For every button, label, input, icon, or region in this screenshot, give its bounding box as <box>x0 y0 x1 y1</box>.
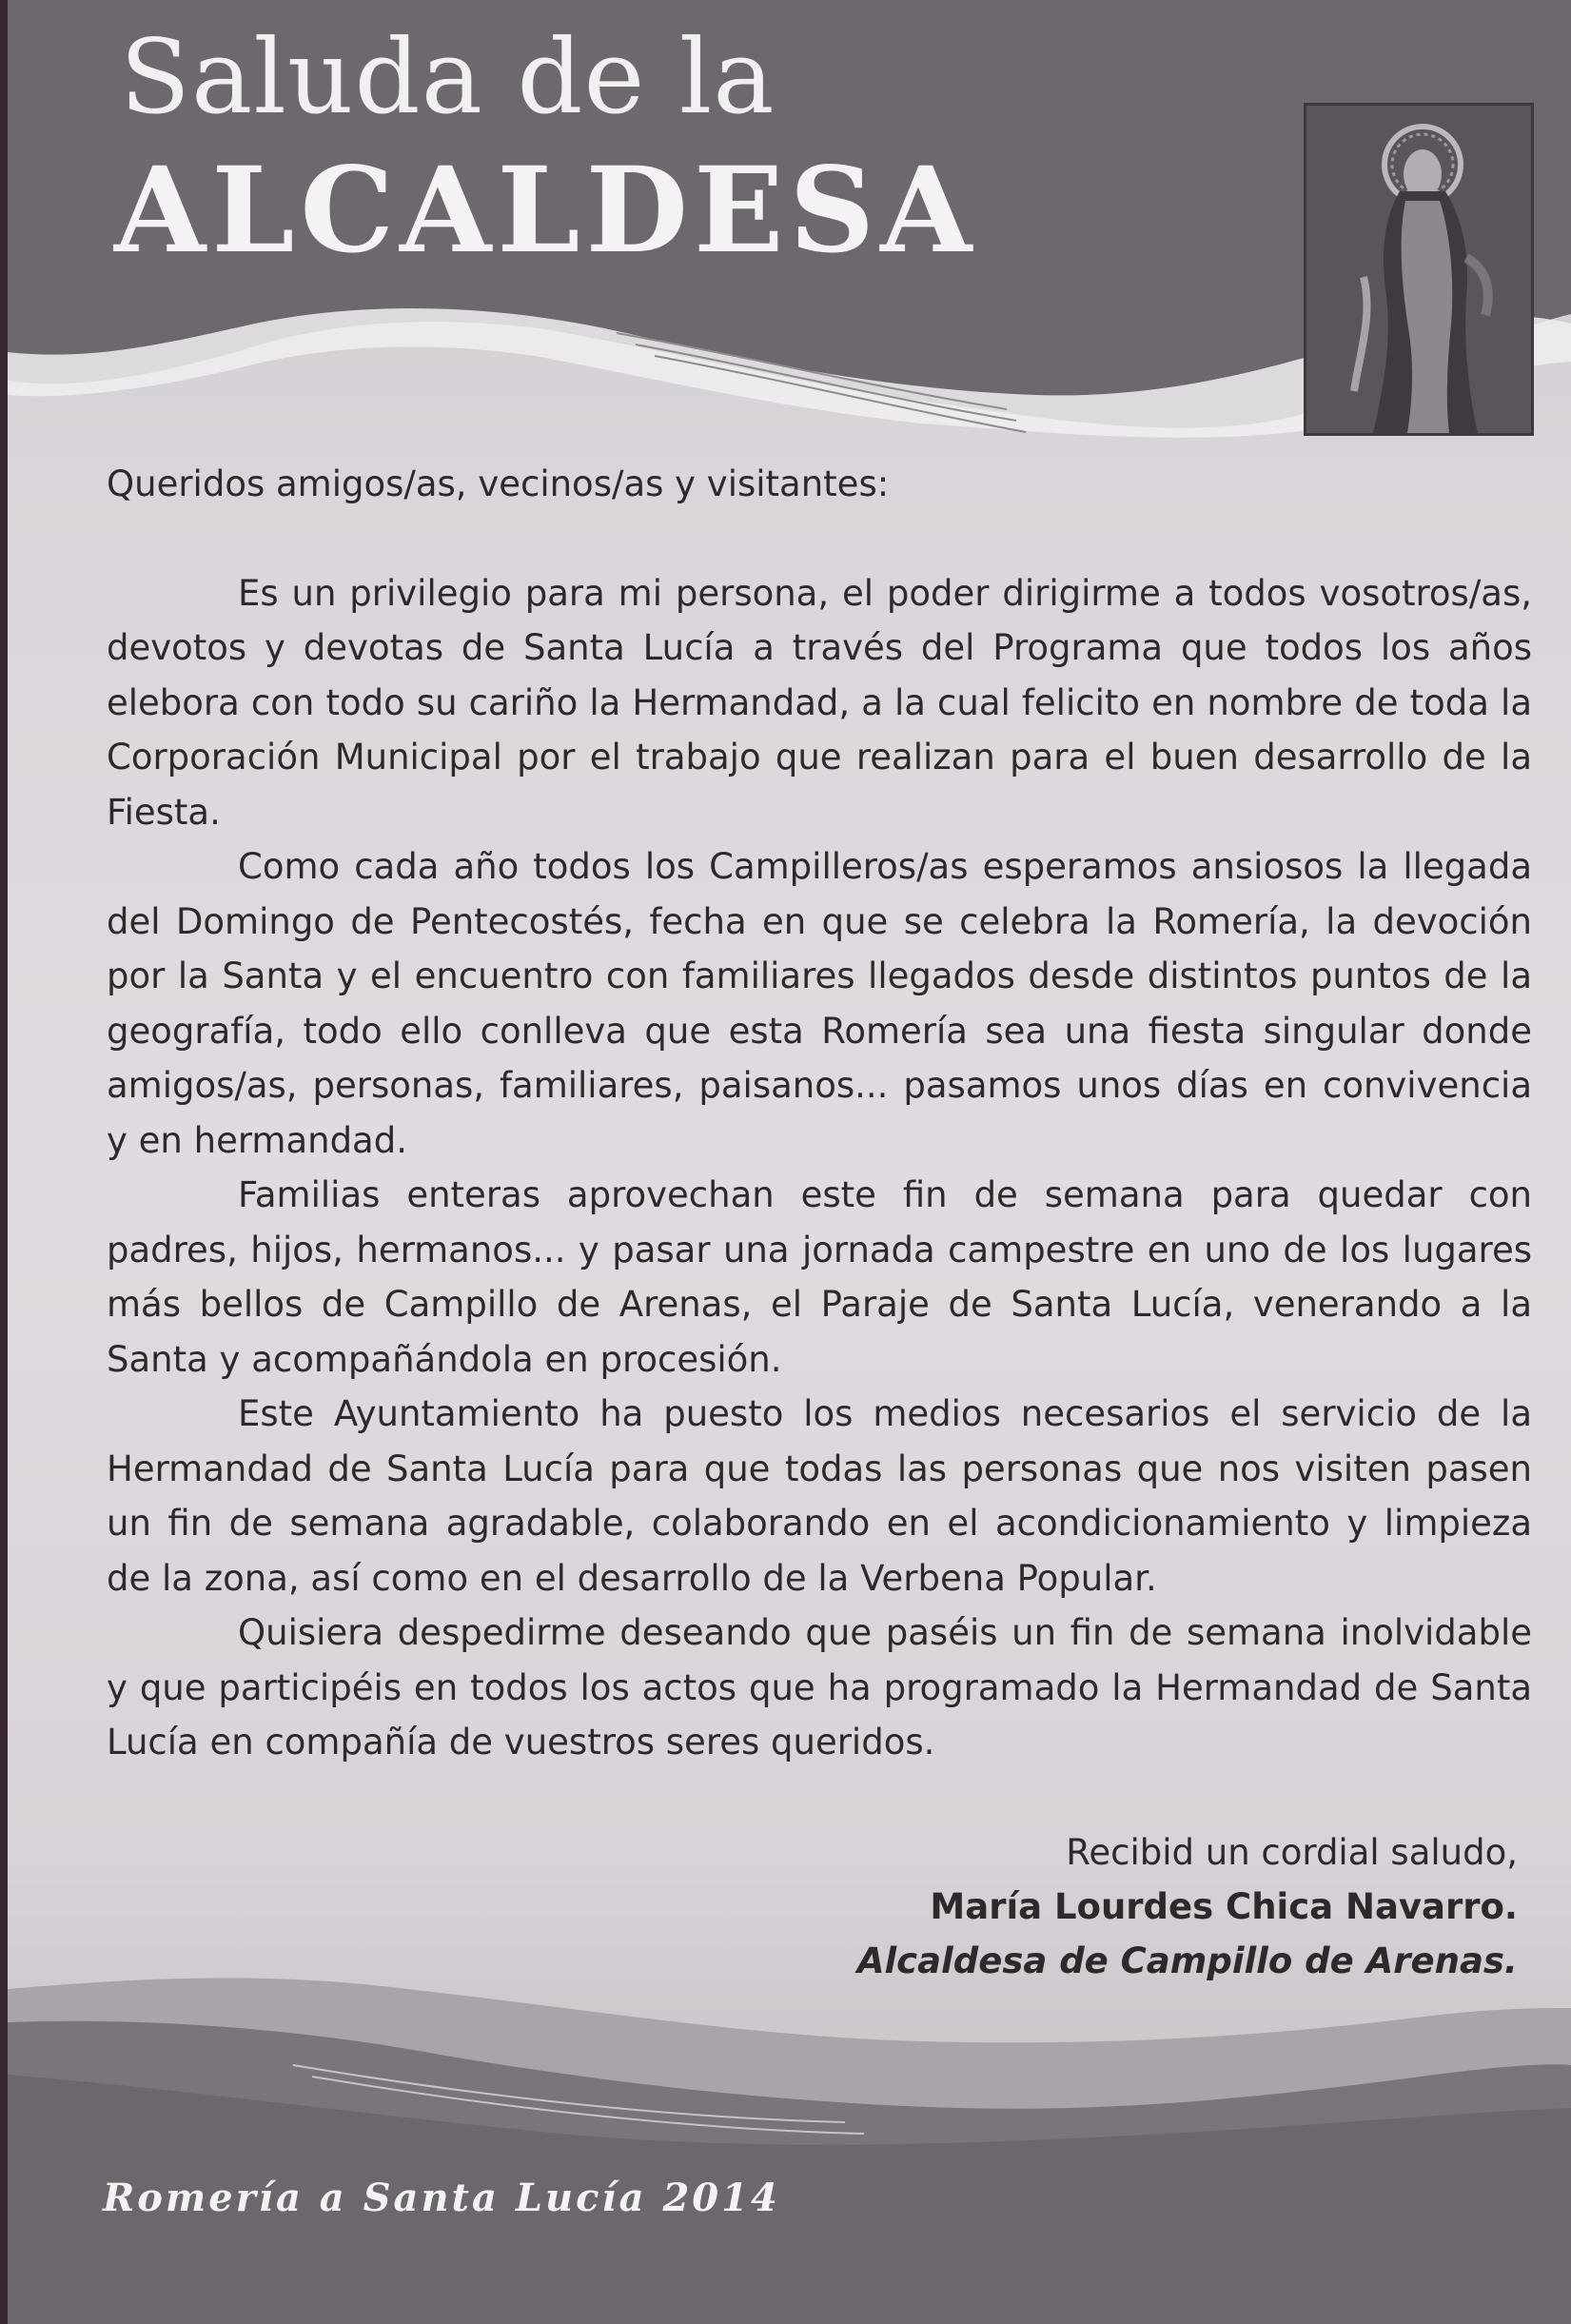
footer-title: Romería a Santa Lucía 2014 <box>103 2176 780 2220</box>
saint-statue-image <box>1304 103 1534 436</box>
letter-paragraph-5: Quisiera despedirme deseando que paséis un fin de semana inolvidable y que participéis en todos los actos que ha programado la Hermandad de Santa Lucía en compañía de vuestros seres queridos. <box>107 1612 1532 1763</box>
program-page <box>8 0 1571 2324</box>
saint-statue-icon <box>1306 106 1531 433</box>
letter-body <box>107 457 1532 1770</box>
signer-name: María Lourdes Chica Navarro. <box>930 1886 1518 1927</box>
title-line-2: ALCALDESA <box>114 142 978 280</box>
letter-paragraph-2: Como cada año todos los Campilleros/as esperamos ansiosos la llegada del Domingo de Pentecostés, fecha en que se celebra la Romería, la devoción por la Santa y el encuentro con familiares llegados desde distintos puntos de la geografía, todo ello conlleva que esta Romería sea una fiesta singular donde amigos/as, personas, familiares, paisanos... pasamos unos días en convivencia y en hermandad. <box>107 846 1532 1161</box>
signer-role: Alcaldesa de Campillo de Arenas. <box>856 1940 1518 1981</box>
closing-line: Recibid un cordial saludo, <box>1066 1832 1518 1873</box>
letter-paragraph-3: Familias enteras aprovechan este fin de semana para quedar con padres, hijos, hermanos... y pasar una jornada campestre en uno de los lugares más bellos de Campillo de Arenas, el Paraje de Santa Lucía, venerando a la Santa y acompañándola en procesión. <box>107 1174 1532 1380</box>
letter-salutation: Queridos amigos/as, vecinos/as y visitantes: <box>107 463 890 504</box>
footer-band <box>8 1951 1571 2324</box>
letter-paragraph-4: Este Ayuntamiento ha puesto los medios necesarios el servicio de la Hermandad de Santa Lucía para que todas las personas que nos visiten pasen un fin de semana agradable, colaborando en el acondicionamiento y limpieza de la zona, así como en el desarrollo de la Verbena Popular. <box>107 1393 1532 1599</box>
title-line-1: Saluda de la <box>120 18 776 137</box>
letter-paragraph-1: Es un privilegio para mi persona, el poder dirigirme a todos vosotros/as, devotos y devotas de Santa Lucía a través del Programa que todos los años elebora con todo su cariño la Hermandad, a la cual felicito en nombre de toda la Corporación Municipal por el trabajo que realizan para el buen desarrollo de la Fiesta. <box>107 572 1532 833</box>
